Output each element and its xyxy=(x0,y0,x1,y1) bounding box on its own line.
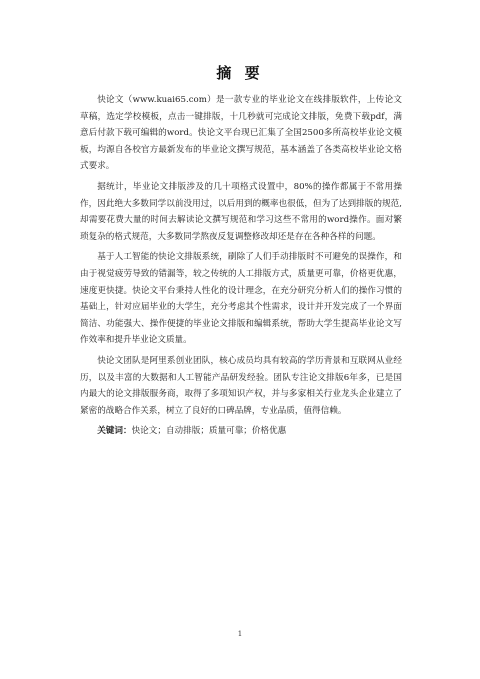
abstract-paragraph-3: 基于人工智能的快论文排版系统，刷除了人们手动排版时不可避免的误操作，和由于视觉疲劳导致的错漏等，较之传统的人工排版方式，质量更可靠，价格更优惠，速度更快捷。快论文平台秉持人性化的设计理念，在充分研究分析人们的操作习惯的基础上，针对应届毕业的大学生，充分考虑其个性需求，设计并开发完成了一个界面简洁、功能强大、操作便捷的毕业论文排版和编辑系统，帮助大学生提高毕业论文写作效率和提升毕业论文质量。 xyxy=(80,252,402,346)
abstract-title: 摘 要 xyxy=(216,64,264,82)
keywords-line xyxy=(80,423,402,440)
abstract-paragraph-2: 据统计，毕业论文排版涉及的几十项格式设置中，80%的操作都属于不常用操作，因此绝大多数同学以前没用过，以后用到的概率也很低，但为了达到排版的规范,却需要花费大量的时间去解读论文撰写规范和学习这些不常用的word操作。面对繁琐复杂的格式规范，大多数同学熬夜反复调整修改却还是存在各种各样的问题。 xyxy=(80,181,402,242)
page-number: 1 xyxy=(237,630,243,638)
abstract-body xyxy=(80,92,402,444)
keywords-text: 快论文；自动排版；质量可靠；价格优惠 xyxy=(131,426,287,437)
abstract-paragraph-4: 快论文团队是阿里系创业团队，核心成员均具有较高的学历背景和互联网从业经历，以及丰富的大数据和人工智能产品研发经验。团队专注论文排版6年多，已是国内最大的论文排版服务商，取得了多项知识产权，并与多家相关行业龙头企业建立了紧密的战略合作关系，树立了良好的口碑品牌，专业品质，值得信赖。 xyxy=(80,355,402,416)
abstract-paragraph-1: 快论文（www.kuai65.com）是一款专业的毕业论文在线排版软件，上传论文草稿，选定学校模板，点击一键排版，十几秒就可完成论文排版，免费下载pdf，满意后付款下载可编辑的word。快论文平台现已汇集了全国2500多所高校毕业论文模板，均源自各校官方最新发布的毕业论文撰写规范，基本涵盖了各类高校毕业论文格式要求。 xyxy=(80,95,402,172)
keywords-label: 关键词： xyxy=(97,426,132,437)
